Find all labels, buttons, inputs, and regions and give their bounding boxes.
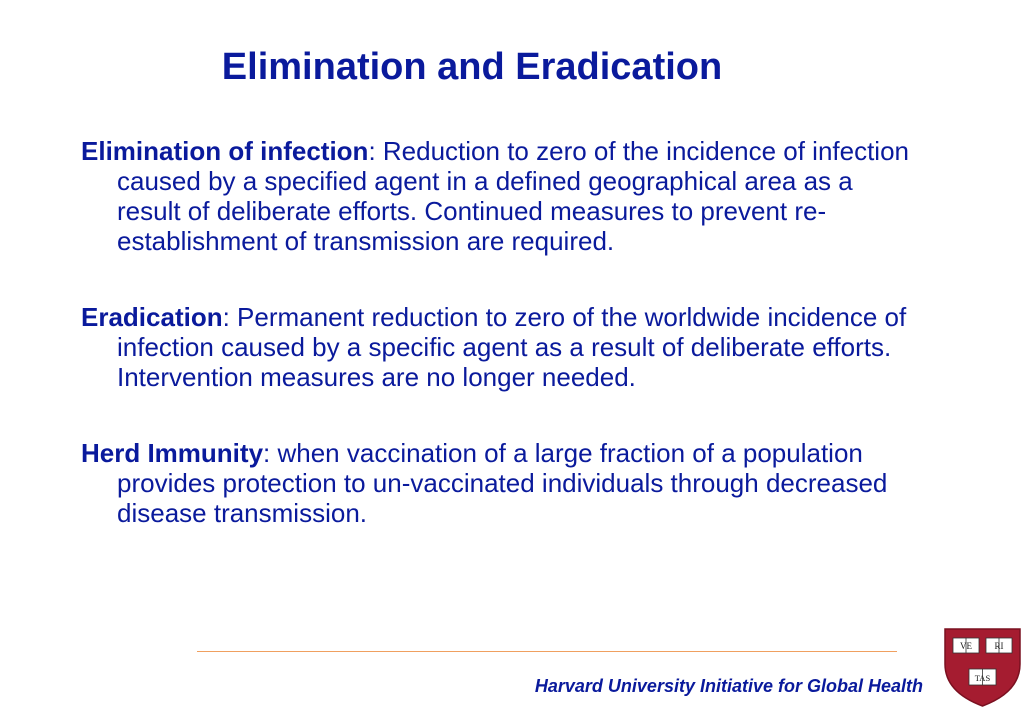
definition-text: Permanent reduction to zero of the worldwide incidence of infection caused by a specific agent as a result of deliberate efforts. Intervention measures are no longer needed. — [117, 302, 907, 392]
definition-separator: : — [368, 136, 376, 166]
book-bottom-icon — [969, 669, 996, 685]
footer-divider — [197, 651, 897, 652]
definitions-list — [81, 136, 921, 528]
book-label-ri: RI — [994, 641, 1004, 651]
book-label-tas: TAS — [974, 673, 991, 683]
definition-term: Elimination of infection — [81, 136, 369, 166]
book-top-left-icon — [953, 638, 979, 653]
book-label-ve: VE — [960, 641, 972, 651]
harvard-shield-icon — [942, 626, 1023, 708]
definition-eradication — [81, 302, 921, 392]
definition-term: Eradication — [81, 302, 223, 332]
slide-title: Elimination and Eradication — [221, 46, 723, 88]
definition-separator: : — [263, 438, 271, 468]
definition-herd-immunity — [81, 438, 921, 528]
definition-term: Herd Immunity — [81, 438, 264, 468]
definition-separator: : — [222, 302, 230, 332]
definition-text: Reduction to zero of the incidence of infection caused by a specified agent in a defined geographical area as a result of deliberate efforts. Continued measures to prevent re-establishment of transmission are required. — [117, 136, 910, 256]
footer-text: Harvard University Initiative for Global Health — [534, 676, 923, 696]
book-top-right-icon — [986, 638, 1012, 653]
definition-text: when vaccination of a large fraction of a population provides protection to un-vaccinated individuals through decreased disease transmission. — [117, 438, 888, 528]
definition-elimination — [81, 136, 921, 256]
